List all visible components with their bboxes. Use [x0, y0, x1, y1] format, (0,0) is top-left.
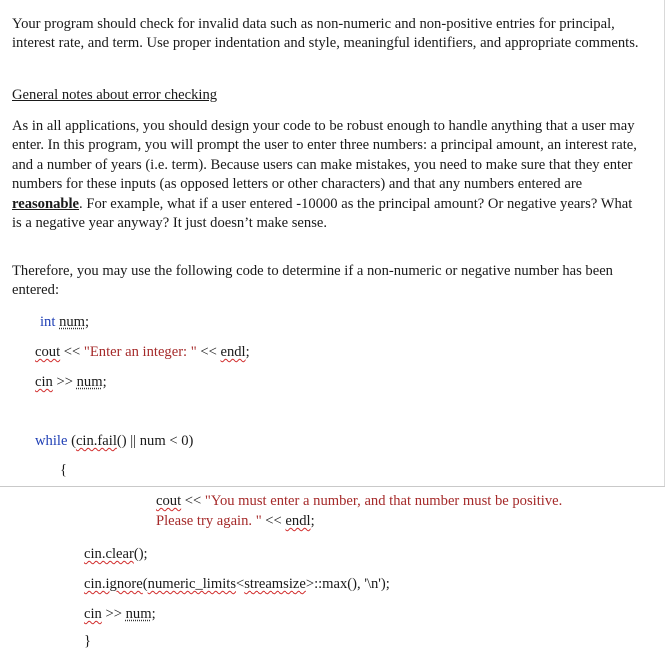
section-heading: General notes about error checking [12, 87, 218, 103]
code-line-error-1: cout << "You must enter a number, and that number must be positive. [156, 493, 563, 509]
robustness-paragraph [12, 117, 640, 233]
code-line-input: cin >> num; [35, 374, 107, 390]
code-brace-open: { [60, 462, 68, 478]
code-cin-fail: cin.fail [75, 433, 117, 449]
page-separator [0, 486, 665, 487]
reasonable-emphasis: reasonable [12, 195, 80, 212]
robustness-text-1: As in all applications, you should design your code to be robust enough to handle anything that a user may enter. In this program, you will prompt the user to enter three numbers: a principal amount, an interest rate, and a number of years (i.e. term). Because users can make mistakes, you need to make sure that they enter numbers for these inputs (as opposed letters or other characters) and that any numbers entered are [12, 118, 637, 193]
code-line-error-2: Please try again. " << endl; [156, 513, 315, 529]
code-streamsize: streamsize [244, 576, 306, 592]
code-line-ignore: cin.ignore(numeric_limits<streamsize>::max(), '\n'); [84, 576, 390, 592]
intro-paragraph: Your program should check for invalid data such as non-numeric and non-positive entries for principal, interest rate, and term. Use proper indentation and style, meaningful identifiers, and appropriate comments. [12, 16, 639, 52]
code-line-while: while (cin.fail() || num < 0) [35, 433, 194, 449]
code-line-clear: cin.clear(); [84, 546, 148, 562]
code-keyword-int: int [40, 314, 56, 330]
code-line-reread: cin >> num; [84, 606, 156, 622]
code-cout: cout [35, 344, 61, 360]
code-var-num-3: num [125, 606, 152, 622]
code-cin: cin [35, 374, 53, 390]
code-line-declaration: int num; [40, 314, 90, 330]
code-var-num-2: num [76, 374, 103, 390]
code-cout-2: cout [156, 493, 182, 509]
code-error-string-2: Please try again. " [156, 513, 262, 529]
code-error-string-1: "You must enter a number, and that number must be positive. [204, 493, 563, 509]
code-brace-close: } [84, 633, 92, 649]
code-cin-ignore: cin.ignore [84, 576, 143, 592]
therefore-paragraph: Therefore, you may use the following code to determine if a non-numeric or negative number has been entered: [12, 263, 613, 299]
code-line-prompt: cout << "Enter an integer: " << endl; [35, 344, 250, 360]
code-endl: endl [220, 344, 246, 360]
code-cin-clear: cin.clear [84, 546, 134, 562]
code-keyword-while: while [35, 433, 68, 449]
code-var-num: num [59, 314, 86, 330]
code-cin-2: cin [84, 606, 102, 622]
code-numeric-limits: numeric_limits [147, 576, 237, 592]
robustness-text-2: . For example, what if a user entered -10000 as the principal amount? Or negative years? What is a negative year anyway? It just doesn’t make sense. [12, 195, 633, 232]
code-prompt-string: "Enter an integer: " [83, 344, 197, 360]
code-endl-2: endl [285, 513, 311, 529]
